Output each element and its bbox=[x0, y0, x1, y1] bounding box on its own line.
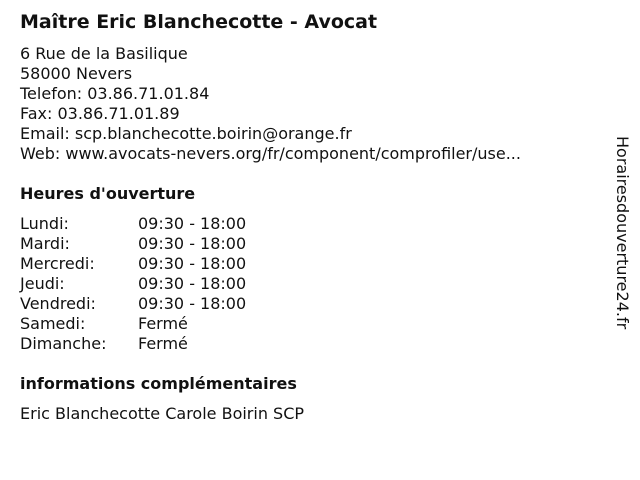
day-label: Mardi: bbox=[20, 234, 70, 253]
email-link[interactable]: Email: scp.blanchecotte.boirin@orange.fr bbox=[20, 124, 352, 143]
address-city: 58000 Nevers bbox=[20, 64, 133, 83]
page-title: Maître Eric Blanchecotte - Avocat bbox=[20, 11, 378, 33]
info-heading: informations complémentaires bbox=[20, 374, 297, 393]
day-label: Mercredi: bbox=[20, 254, 95, 273]
hours-row-friday bbox=[20, 294, 246, 314]
day-label: Samedi: bbox=[20, 314, 86, 333]
info-text: Eric Blanchecotte Carole Boirin SCP bbox=[20, 404, 305, 423]
opening-hours-list bbox=[20, 214, 246, 354]
fax-number: Fax: 03.86.71.01.89 bbox=[20, 104, 180, 123]
hours-row-saturday bbox=[20, 314, 246, 334]
hours-row-tuesday bbox=[20, 234, 246, 254]
hours-heading: Heures d'ouverture bbox=[20, 184, 196, 203]
hours-value: 09:30 - 18:00 bbox=[138, 214, 247, 233]
day-label: Lundi: bbox=[20, 214, 69, 233]
hours-row-wednesday bbox=[20, 254, 246, 274]
website-link[interactable]: Web: www.avocats-nevers.org/fr/component/comprofiler/use... bbox=[20, 144, 521, 163]
hours-row-thursday bbox=[20, 274, 246, 294]
hours-value: Fermé bbox=[138, 334, 188, 353]
hours-value: Fermé bbox=[138, 314, 188, 333]
day-label: Dimanche: bbox=[20, 334, 107, 353]
hours-row-sunday bbox=[20, 334, 246, 354]
hours-row-monday bbox=[20, 214, 246, 234]
phone-number[interactable]: Telefon: 03.86.71.01.84 bbox=[20, 84, 210, 103]
hours-value: 09:30 - 18:00 bbox=[138, 274, 247, 293]
site-watermark: Horairesdouverture24.fr bbox=[613, 136, 632, 330]
day-label: Vendredi: bbox=[20, 294, 96, 313]
hours-value: 09:30 - 18:00 bbox=[138, 294, 247, 313]
day-label: Jeudi: bbox=[20, 274, 65, 293]
address-street: 6 Rue de la Basilique bbox=[20, 44, 188, 63]
hours-value: 09:30 - 18:00 bbox=[138, 234, 247, 253]
hours-value: 09:30 - 18:00 bbox=[138, 254, 247, 273]
contact-block bbox=[20, 44, 521, 164]
